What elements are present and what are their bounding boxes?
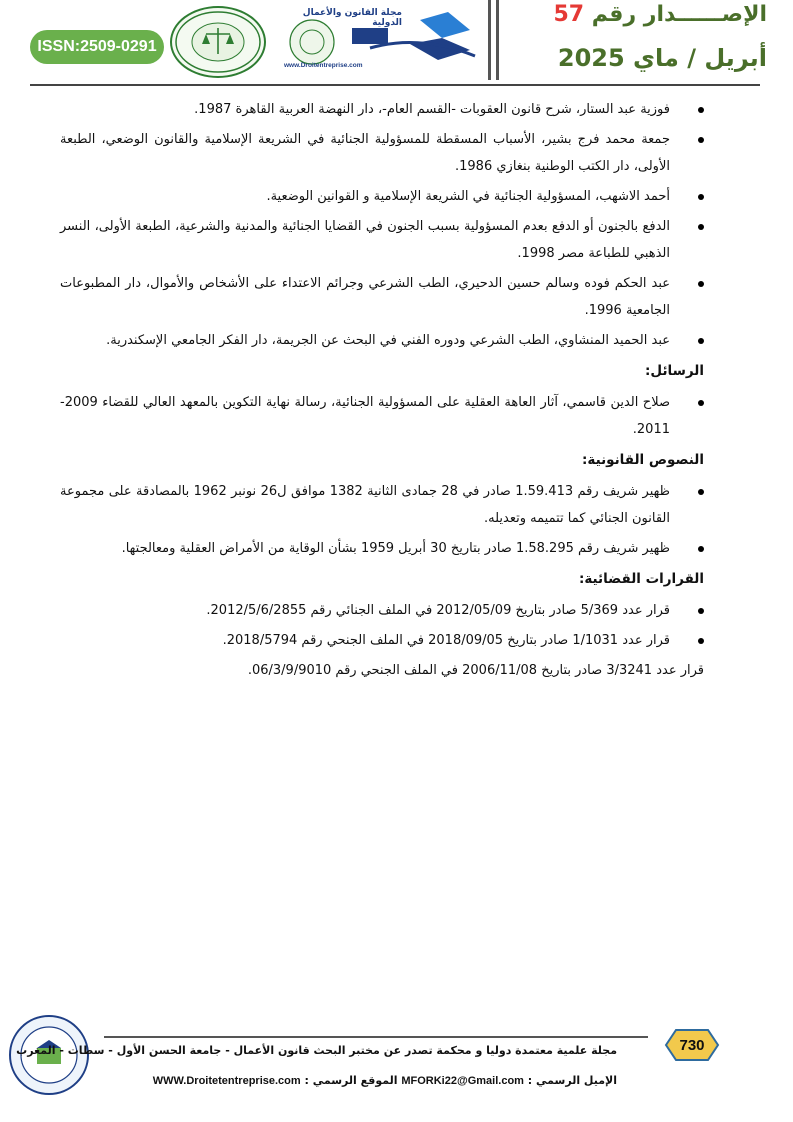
bullet-icon (698, 546, 704, 552)
journal-url: www.Droitentreprise.com (284, 62, 363, 69)
decisions-heading: القرارات القضائية: (578, 571, 704, 587)
list-item: قرار عدد 5/369 صادر بتاريخ 2012/05/09 في الملف الجنائي رقم 2012/5/6/2855. (60, 597, 704, 624)
issue-date: أبريل / ماي 2025 (557, 44, 767, 72)
bullet-icon (698, 489, 704, 495)
site-label: الموقع الرسمي : (304, 1074, 398, 1087)
page-number: 730 (679, 1036, 705, 1054)
bullet-icon (698, 107, 704, 113)
laws-list (60, 478, 704, 562)
site-link[interactable]: WWW.Droitetentreprise.com (152, 1075, 301, 1087)
bullet-icon (698, 638, 704, 644)
issue-label-text: الإصــــــدار رقم (591, 2, 767, 27)
header-divider (496, 0, 499, 80)
bullet-icon (698, 338, 704, 344)
list-item: عبد الحميد المنشاوي، الطب الشرعي ودوره الفني في البحث عن الجريمة، دار الفكر الجامعي الإسكندرية. (60, 327, 704, 354)
bullet-icon (698, 608, 704, 614)
research-lab-seal (170, 6, 266, 78)
list-item: جمعة محمد فرج بشير، الأسباب المسقطة للمسؤولية الجنائية في الشريعة الإسلامية والقانون الوضعي، الطبعة الأولى، دار الكتب الوطنية بنغازي 1986. (60, 126, 704, 180)
theses-heading: الرسائل: (645, 363, 704, 379)
journal-title: مجلة القانون والأعمال الدولية (302, 8, 402, 28)
list-item: عبد الحكم فوده وسالم حسين الدحيري، الطب الشرعي وجرائم الاعتداء على الأشخاص والأموال، دار المطبوعات الجامعية 1996. (60, 270, 704, 324)
list-item: قرار عدد 1/1031 صادر بتاريخ 2018/09/05 في الملف الجنحي رقم 2018/5794. (60, 627, 704, 654)
list-item: صلاح الدين قاسمي، آثار العاهة العقلية على المسؤولية الجنائية، رسالة نهاية التكوين بالمعهد العالي للقضاء 2009-2011. (60, 389, 704, 443)
list-item: الدفع بالجنون أو الدفع بعدم المسؤولية بسبب الجنون في القضايا الجنائية والمدنية والشرعية، الطبعة الأولى، النسر الذهبي للطباعة مصر 1998. (60, 213, 704, 267)
list-item: ظهير شريف رقم 1.58.295 صادر بتاريخ 30 أبريل 1959 بشأن الوقاية من الأمراض العقلية ومعالجتها. (60, 535, 704, 562)
issue-label (554, 2, 768, 27)
laws-heading: النصوص القانونية: (581, 452, 704, 468)
decisions-list (60, 597, 704, 654)
header-divider (488, 0, 491, 80)
bullet-icon (698, 224, 704, 230)
decision-item-unbulleted: قرار عدد 3/3241 صادر بتاريخ 2006/11/08 في الملف الجنحي رقم 06/3/9/9010. (247, 663, 704, 678)
books-list (60, 96, 704, 354)
bullet-icon (698, 400, 704, 406)
footer-rule (104, 1036, 648, 1038)
header-rule (30, 84, 760, 86)
theses-list (60, 389, 704, 443)
references-list (60, 96, 704, 684)
list-item: فوزية عبد الستار، شرح قانون العقوبات -القسم العام-، دار النهضة العربية القاهرة 1987. (60, 96, 704, 123)
bullet-icon (698, 137, 704, 143)
bullet-icon (698, 281, 704, 287)
issue-number: 57 (553, 2, 585, 27)
email-label: الإميل الرسمي : (527, 1074, 617, 1087)
email-link[interactable]: MFORKi22@Gmail.com (401, 1075, 524, 1087)
list-item: أحمد الاشهب، المسؤولية الجنائية في الشريعة الإسلامية و القوانين الوضعية. (60, 183, 704, 210)
list-item: ظهير شريف رقم 1.59.413 صادر في 28 جمادى الثانية 1382 موافق ل26 نونبر 1962 بالمصادقة على مجموعة القانون الجنائي كما تتميمه وتعديله. (60, 478, 704, 532)
footer-description: مجلة علمية معتمدة دوليا و محكمة تصدر عن مختبر البحث قانون الأعمال - جامعة الحسن الأول - سطات - المغرب (16, 1044, 617, 1057)
bullet-icon (698, 194, 704, 200)
issn-badge: ISSN:2509-0291 (30, 30, 164, 64)
footer-contact (153, 1074, 617, 1087)
